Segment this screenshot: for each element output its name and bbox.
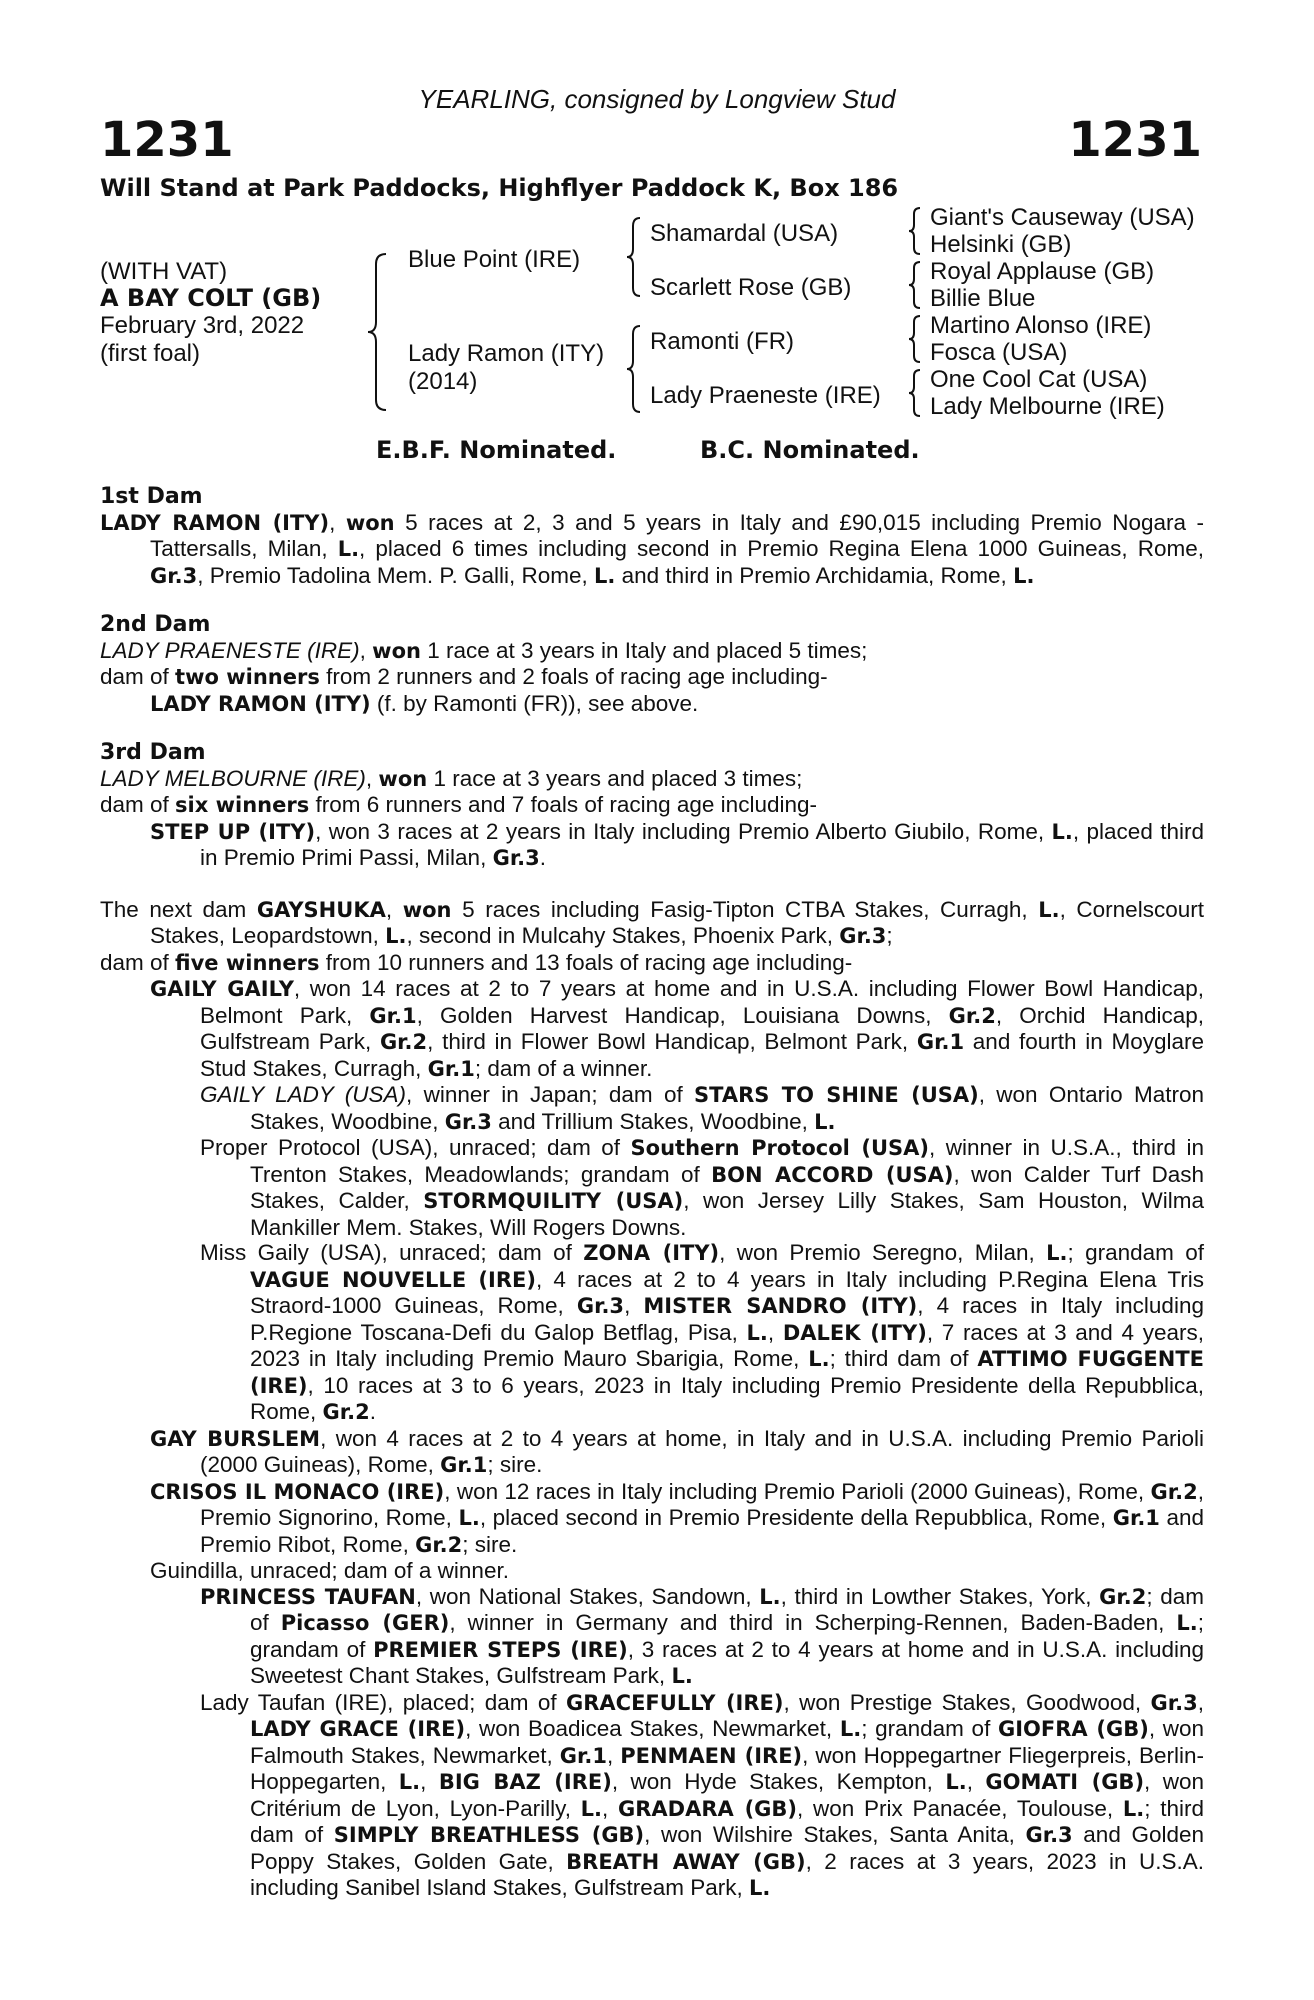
- progeny-princess-taufan: PRINCESS TAUFAN, won National Stakes, Sandown, L., third in Lowther Stakes, York, Gr.2; dam of Picasso (GER), winner in Germany and third in Scherping-Rennen, Baden-Baden, L.; grandam of PREMIER STEPS (IRE), 3 races at 2 to 4 years at home and in U.S.A. including Sweetest Chant Stakes, Gulfstream Park, L.: [200, 1583, 1204, 1688]
- foal-note: (first foal): [100, 340, 201, 367]
- second-dam-produce: dam of two winners from 2 runners and 2 foals of racing age including-: [100, 664, 828, 689]
- pedigree-sds: Royal Applause (GB): [930, 258, 1155, 285]
- progeny-gay-burslem: GAY BURSLEM, won 4 races at 2 to 4 years at home, in Italy and in U.S.A. including Premio Parioli (2000 Guineas), Rome, Gr.1; sire.: [150, 1425, 1204, 1477]
- vat-label: (WITH VAT): [100, 258, 228, 285]
- pedigree-sire: Blue Point (IRE): [408, 246, 581, 273]
- progeny-proper-protocol: Proper Protocol (USA), unraced; dam of Southern Protocol (USA), winner in U.S.A., third in Trenton Stakes, Meadowlands; grandam of BON ACCORD (USA), won Calder Turf Dash Stakes, Calder, STORMQUILITY (USA), won Jersey Lilly Stakes, Sam Houston, Wilma Mankiller Mem. Stakes, Will Rogers Downs.: [200, 1135, 1204, 1240]
- progeny-miss-gaily: Miss Gaily (USA), unraced; dam of ZONA (ITY), won Premio Seregno, Milan, L.; grandam of VAGUE NOUVELLE (IRE), 4 races at 2 to 4 years in Italy including P.Regina Elena Tris Straord-1000 Guineas, Rome, Gr.3, MISTER SANDRO (ITY), 4 races in Italy including P.Regione Toscana-Defi du Galop Betflag, Pisa, L., DALEK (ITY), 7 races at 3 and 4 years, 2023 in Italy including Premio Mauro Sbarigia, Rome, L.; third dam of ATTIMO FUGGENTE (IRE), 10 races at 3 to 6 years, 2023 in Italy including Premio Presidente della Repubblica, Rome, Gr.2.: [200, 1240, 1205, 1424]
- pedigree-dam: Lady Ramon (ITY): [408, 340, 605, 367]
- progeny-gaily-lady: GAILY LADY (USA), winner in Japan; dam of STARS TO SHINE (USA), won Ontario Matron Stakes, Woodbine, Gr.3 and Trillium Stakes, Woodbine, L.: [200, 1082, 1204, 1134]
- stand-location: Will Stand at Park Paddocks, Highflyer Paddock K, Box 186: [100, 174, 899, 202]
- brace-sd: [906, 260, 924, 310]
- pedigree-ss: Shamardal (USA): [650, 220, 839, 247]
- third-dam-produce: dam of six winners from 6 runners and 7 foals of racing age including-: [100, 792, 817, 817]
- lot-number-left: 1231: [100, 112, 234, 168]
- progeny-crisos-il-monaco: CRISOS IL MONACO (IRE), won 12 races in Italy including Premio Parioli (2000 Guineas), Rome, Gr.2, Premio Signorino, Rome, L., placed second in Premio Presidente della Repubblica, Rome, Gr.1 and Premio Ribot, Rome, Gr.2; sire.: [150, 1478, 1205, 1557]
- pedigree-ddd: Lady Melbourne (IRE): [930, 393, 1165, 420]
- pedigree-ds: Ramonti (FR): [650, 328, 795, 355]
- next-dam-entry: The next dam GAYSHUKA, won 5 races including Fasig-Tipton CTBA Stakes, Curragh, L., Cornelscourt Stakes, Leopardstown, L., second in Mulcahy Stakes, Phoenix Park, Gr.3;: [100, 896, 1204, 948]
- next-dam-produce: dam of five winners from 10 runners and 13 foals of racing age including-: [100, 949, 853, 975]
- progeny-guindilla: Guindilla, unraced; dam of a winner.: [150, 1558, 509, 1583]
- third-dam-entry: LADY MELBOURNE (IRE), won 1 race at 3 years and placed 3 times;: [100, 765, 803, 791]
- brace-dd: [906, 368, 924, 418]
- lot-number-right: 1231: [1068, 112, 1202, 168]
- horse-name: A BAY COLT (GB): [100, 284, 322, 312]
- second-dam-entry: LADY PRAENESTE (IRE), won 1 race at 3 years in Italy and placed 5 times;: [100, 637, 868, 663]
- brace-ds: [906, 314, 924, 364]
- pedigree-dd: Lady Praeneste (IRE): [650, 382, 881, 409]
- catalogue-page-body: [100, 484, 1204, 1902]
- pedigree-dsd: Fosca (USA): [930, 339, 1068, 366]
- bc-nomination: B.C. Nominated.: [700, 436, 920, 464]
- pedigree-dds: One Cool Cat (USA): [930, 366, 1148, 393]
- pedigree-brace-main: [366, 252, 394, 412]
- first-dam-entry: LADY RAMON (ITY), won 5 races at 2, 3 and 5 years in Italy and £90,015 including Premio Nogara - Tattersalls, Milan, L., placed 6 times including second in Premio Regina Elena 1000 Guineas, Rome, Gr.3, Premio Tadolina Mem. P. Galli, Rome, L. and third in Premio Archidamia, Rome, L.: [100, 509, 1204, 588]
- pedigree-sdd: Billie Blue: [930, 285, 1036, 312]
- pedigree-brace-dam: [624, 324, 644, 414]
- horse-dob: February 3rd, 2022: [100, 312, 305, 339]
- sale-subtitle: YEARLING, consigned by Longview Stud: [418, 84, 896, 114]
- first-dam-heading: 1st Dam: [100, 484, 203, 509]
- pedigree-sd: Scarlett Rose (GB): [650, 274, 852, 301]
- third-dam-progeny: STEP UP (ITY), won 3 races at 2 years in Italy including Premio Alberto Giubilo, Rome, L., placed third in Premio Primi Passi, Milan, Gr.3.: [150, 818, 1204, 870]
- second-dam-progeny: LADY RAMON (ITY) (f. by Ramonti (FR)), see above.: [150, 690, 699, 716]
- pedigree-dam-year: (2014): [408, 368, 478, 395]
- progeny-lady-taufan: Lady Taufan (IRE), placed; dam of GRACEFULLY (IRE), won Prestige Stakes, Goodwood, Gr.3, LADY GRACE (IRE), won Boadicea Stakes, Newmarket, L.; grandam of GIOFRA (GB), won Falmouth Stakes, Newmarket, Gr.1, PENMAEN (IRE), won Hoppegartner Fliegerpreis, Berlin-Hoppegarten, L., BIG BAZ (IRE), won Hyde Stakes, Kempton, L., GOMATI (GB), won Critérium de Lyon, Lyon-Parilly, L., GRADARA (GB), won Prix Panacée, Toulouse, L.; third dam of SIMPLY BREATHLESS (GB), won Wilshire Stakes, Santa Anita, Gr.3 and Golden Poppy Stakes, Golden Gate, BREATH AWAY (GB), 2 races at 3 years, 2023 in U.S.A. including Sanibel Island Stakes, Gulfstream Park, L.: [200, 1689, 1205, 1900]
- pedigree-brace-sire: [624, 216, 644, 298]
- second-dam-heading: 2nd Dam: [100, 612, 211, 637]
- progeny-gaily-gaily: GAILY GAILY, won 14 races at 2 to 7 years at home and in U.S.A. including Flower Bowl Handicap, Belmont Park, Gr.1, Golden Harvest Handicap, Louisiana Downs, Gr.2, Orchid Handicap, Gulfstream Park, Gr.2, third in Flower Bowl Handicap, Belmont Park, Gr.1 and fourth in Moyglare Stud Stakes, Curragh, Gr.1; dam of a winner.: [150, 976, 1205, 1081]
- pedigree-dss: Martino Alonso (IRE): [930, 312, 1152, 339]
- pedigree-sss: Giant's Causeway (USA): [930, 204, 1195, 231]
- third-dam-heading: 3rd Dam: [100, 740, 206, 765]
- ebf-nomination: E.B.F. Nominated.: [376, 436, 617, 464]
- pedigree-ssd: Helsinki (GB): [930, 231, 1072, 258]
- brace-ss: [906, 206, 924, 256]
